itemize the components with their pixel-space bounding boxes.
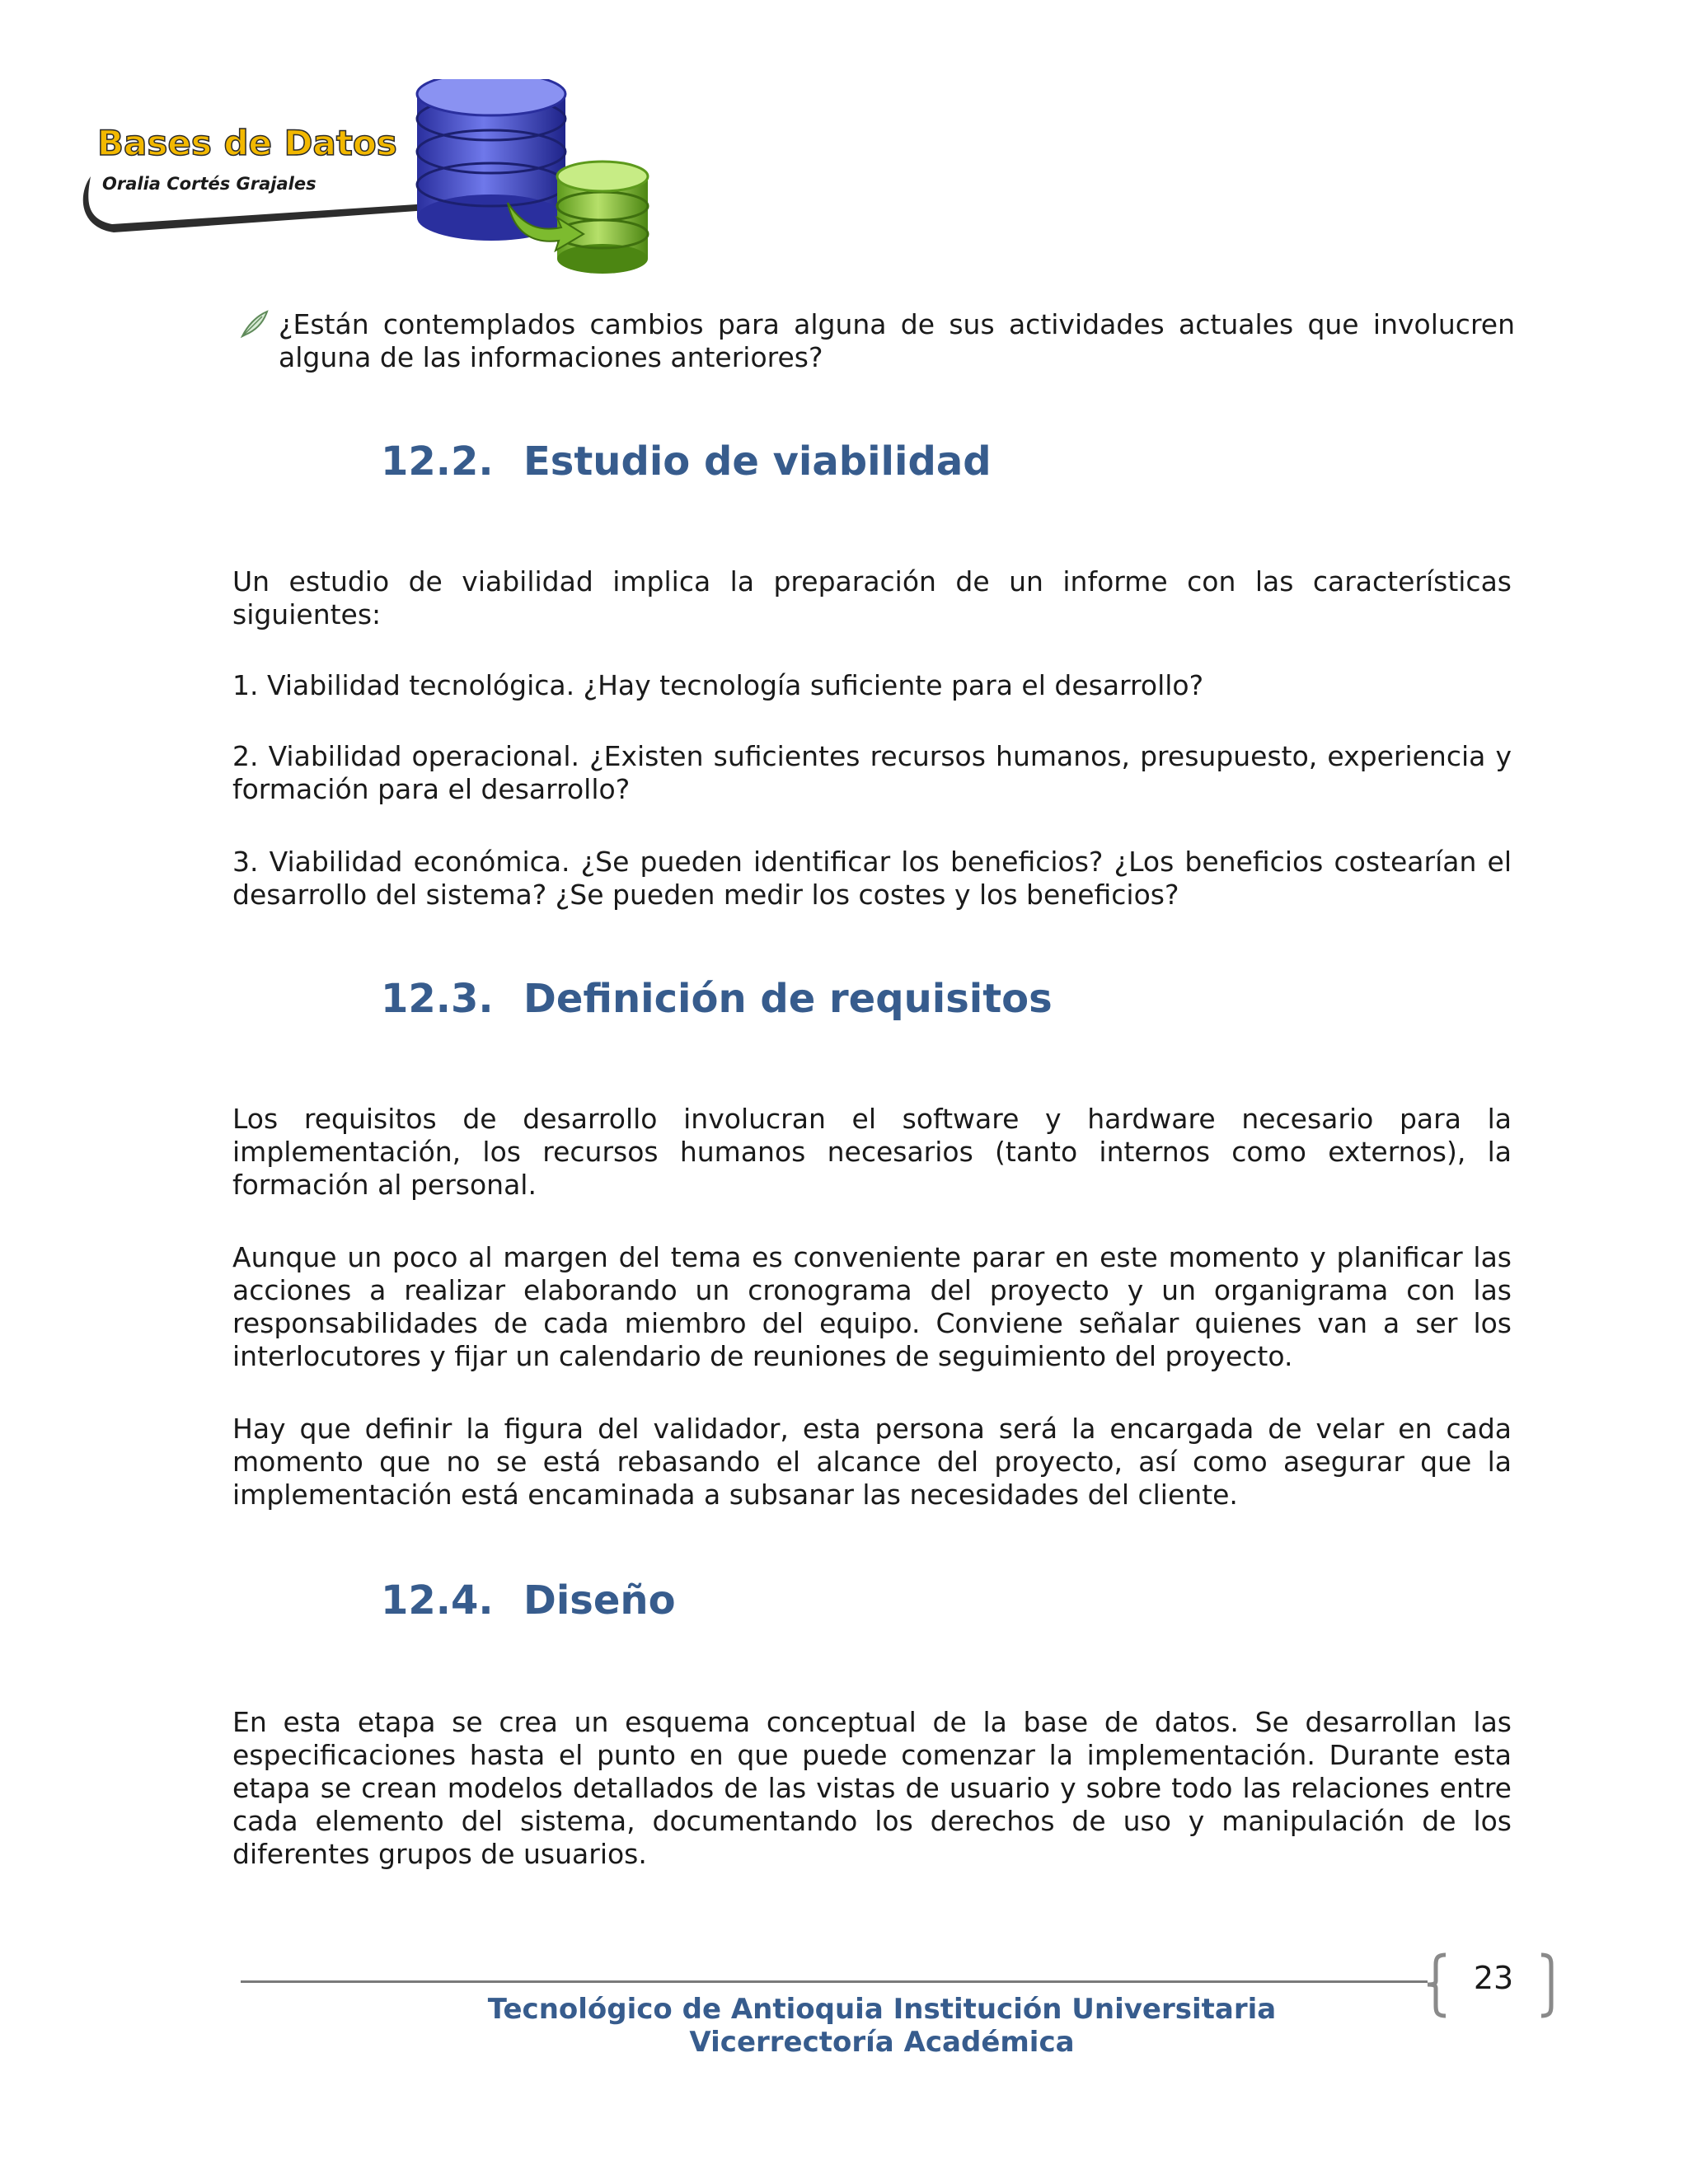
paragraph [232,1103,1512,1202]
paragraph-text: Aunque un poco al margen del tema es conveniente parar en este momento y planificar las acciones a realizar elaborando un cronograma del proyecto y un organigrama con las responsabilidades de cada miembro del equipo. Conviene señalar quienes van a ser los interlocutores y fijar un calendario de reuniones de seguimiento del proyecto. [232,1241,1512,1372]
footer-line-1: Tecnológico de Antioquia Institución Universitaria [487,1993,1277,2026]
logo-author: Oralia Cortés Grajales [102,174,316,194]
paragraph-text: En esta etapa se crea un esquema conceptual de la base de datos. Se desarrollan las especificaciones hasta el punto en que puede comenzar la implementación. Durante esta etapa se crean modelos detallados de las vistas de usuario y sobre todo las relaciones entre cada elemento del sistema, documentando los derechos de uso y manipulación de los diferentes grupos de usuarios. [232,1706,1512,1870]
footer-line-2: Vicerrectoría Académica [689,2026,1075,2059]
footer-divider [241,1980,1428,1983]
bullet-item [279,308,1515,374]
paragraph-text: Un estudio de viabilidad implica la preparación de un informe con las características siguientes: [232,565,1512,630]
section-title: Diseño [523,1577,676,1624]
section-number: 12.2. [381,438,494,485]
paragraph [232,1706,1512,1871]
list-item [232,740,1512,806]
bullet-text: ¿Están contemplados cambios para alguna de sus actividades actuales que involucren alguna de las informaciones anteriores? [279,308,1515,373]
paragraph [232,565,1512,631]
paragraph-text: Los requisitos de desarrollo involucran el software y hardware necesario para la implementación, los recursos humanos necesarios (tanto internos como externos), la formación al personal. [232,1103,1512,1201]
section-title: Definición de requisitos [523,976,1053,1022]
list-item [232,669,1512,702]
section-number: 12.3. [381,976,494,1022]
paragraph-text: 1. Viabilidad tecnológica. ¿Hay tecnología suficiente para el desarrollo? [232,669,1204,701]
footer-institution [412,1993,1352,2059]
feather-bullet-icon [237,308,270,341]
header-logo [79,79,673,285]
list-item [232,846,1512,912]
page-number: 23 [1473,1960,1514,1996]
paragraph-text: 2. Viabilidad operacional. ¿Existen suficientes recursos humanos, presupuesto, experiencia y formación para el desarrollo? [232,740,1512,805]
paragraph [232,1413,1512,1511]
logo-title: Bases de Datos [97,123,397,163]
paragraph-text: 3. Viabilidad económica. ¿Se pueden identificar los beneficios? ¿Los beneficios costearían el desarrollo del sistema? ¿Se pueden medir los costes y los beneficios? [232,846,1512,911]
section-heading-12-3 [381,976,1053,1022]
section-number: 12.4. [381,1577,494,1624]
section-title: Estudio de viabilidad [523,438,992,485]
blue-database-icon [417,79,565,241]
section-heading-12-2 [381,438,992,485]
paragraph-text: Hay que definir la figura del validador, esta persona será la encargada de velar en cada momento que no se está rebasando el alcance del proyecto, así como asegurar que la implementación está encaminada a subsanar las necesidades del cliente. [232,1413,1512,1511]
section-heading-12-4 [381,1577,676,1624]
green-database-icon [557,162,648,274]
paragraph [232,1241,1512,1373]
